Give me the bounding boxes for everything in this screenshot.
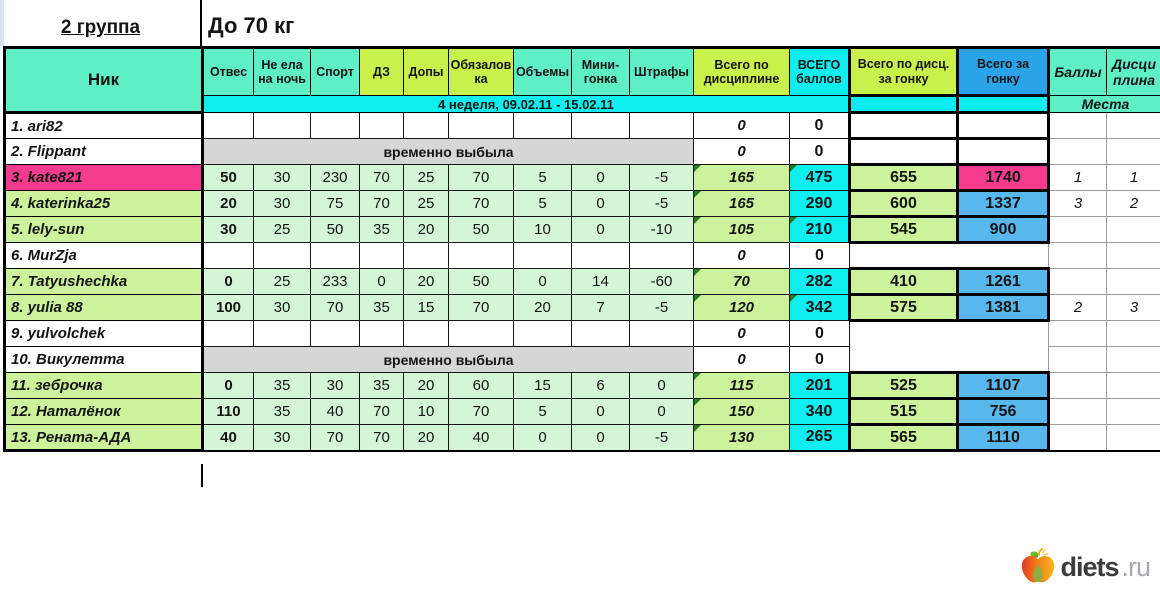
cell-total-discipline: 0	[694, 113, 790, 139]
cell-place-discipline	[1107, 113, 1160, 139]
cell-total-discipline: 130	[694, 425, 790, 451]
cell-obyemy: 0	[514, 425, 572, 451]
cell-total-discipline: 0	[694, 243, 790, 269]
cell-withdrawn: временно выбыла	[203, 347, 694, 373]
cell-otves: 110	[203, 399, 254, 425]
cell-place-points: 2	[1049, 295, 1107, 321]
cell-total-points: 0	[790, 139, 850, 165]
cell-shtrafy: -60	[630, 269, 694, 295]
cell-total-discipline: 0	[694, 321, 790, 347]
col-header-total-discipline: Всего по дисциплине	[694, 48, 790, 96]
cell-total-discipline: 115	[694, 373, 790, 399]
results-table	[3, 46, 1160, 452]
col-header-dz: ДЗ	[360, 48, 404, 96]
cell-obyazalovka: 70	[449, 399, 514, 425]
cell-sport: 75	[311, 191, 360, 217]
cell-total-points: 282	[790, 269, 850, 295]
cell-ne-ela-na-noch	[254, 113, 311, 139]
cell-obyemy	[514, 321, 572, 347]
cell-dz	[360, 113, 404, 139]
cell-obyazalovka: 70	[449, 191, 514, 217]
cell-nick: 8. yulia 88	[5, 295, 203, 321]
cell-obyemy: 5	[514, 191, 572, 217]
cell-mini-gonka: 0	[572, 165, 630, 191]
cell-obyazalovka: 50	[449, 217, 514, 243]
cell-nick: 13. Рената-АДА	[5, 425, 203, 451]
cell-nick: 11. зеброчка	[5, 373, 203, 399]
cell-place-points	[1049, 269, 1107, 295]
cell-dopy: 25	[404, 165, 449, 191]
comment-triangle-icon	[694, 295, 701, 302]
cell-otves: 30	[203, 217, 254, 243]
cell-dopy: 20	[404, 425, 449, 451]
cell-total-points: 265	[790, 425, 850, 451]
table-row	[5, 321, 1160, 347]
table-row	[5, 191, 1160, 217]
cell-mini-gonka: 0	[572, 425, 630, 451]
cell-dopy	[404, 113, 449, 139]
cell-place-points	[1049, 243, 1107, 269]
col-header-otves: Отвес	[203, 48, 254, 96]
table-row	[5, 269, 1160, 295]
race-discipline-subheader	[850, 96, 958, 113]
col-header-mini-gonka: Мини-гонка	[572, 48, 630, 96]
cell-mini-gonka	[572, 243, 630, 269]
cell-race-total: 1740	[958, 165, 1049, 191]
cell-total-points: 0	[790, 113, 850, 139]
cell-race-total	[958, 347, 1049, 373]
cell-shtrafy: 0	[630, 399, 694, 425]
cell-shtrafy	[630, 321, 694, 347]
cell-total-points: 340	[790, 399, 850, 425]
table-row	[5, 243, 1160, 269]
cell-obyazalovka: 70	[449, 165, 514, 191]
cell-race-total: 1261	[958, 269, 1049, 295]
cell-race-total: 1381	[958, 295, 1049, 321]
cell-total-discipline: 0	[694, 347, 790, 373]
cell-race-discipline	[850, 347, 958, 373]
cell-otves: 0	[203, 269, 254, 295]
cell-sport: 30	[311, 373, 360, 399]
cell-otves: 0	[203, 373, 254, 399]
cell-dz: 35	[360, 295, 404, 321]
cell-place-points	[1049, 425, 1107, 451]
cell-nick: 2. Flippant	[5, 139, 203, 165]
cell-obyazalovka	[449, 243, 514, 269]
cell-obyemy: 20	[514, 295, 572, 321]
cell-sport: 70	[311, 295, 360, 321]
cell-race-total: 1107	[958, 373, 1049, 399]
cell-nick: 6. MurZja	[5, 243, 203, 269]
cell-race-total: 1337	[958, 191, 1049, 217]
cell-ne-ela-na-noch: 25	[254, 269, 311, 295]
cell-mini-gonka: 14	[572, 269, 630, 295]
cell-obyazalovka	[449, 113, 514, 139]
cell-mini-gonka: 0	[572, 191, 630, 217]
cell-race-discipline: 410	[850, 269, 958, 295]
col-header-race-total: Всего за гонку	[958, 48, 1049, 96]
table-row	[5, 113, 1160, 139]
cell-dopy: 25	[404, 191, 449, 217]
cell-dz: 70	[360, 165, 404, 191]
cell-place-discipline	[1107, 425, 1160, 451]
table-row	[5, 399, 1160, 425]
cell-place-points	[1049, 373, 1107, 399]
cell-sport	[311, 243, 360, 269]
cell-sport: 233	[311, 269, 360, 295]
cell-dopy	[404, 243, 449, 269]
cell-ne-ela-na-noch	[254, 321, 311, 347]
col-header-sport: Спорт	[311, 48, 360, 96]
cell-place-discipline	[1107, 373, 1160, 399]
cell-place-discipline: 1	[1107, 165, 1160, 191]
cell-dz: 0	[360, 269, 404, 295]
cell-shtrafy: -5	[630, 295, 694, 321]
cell-dz: 70	[360, 425, 404, 451]
cell-place-points: 1	[1049, 165, 1107, 191]
cell-race-discipline	[850, 243, 958, 269]
comment-triangle-icon	[694, 373, 701, 380]
col-header-obyazalovka: Обязаловка	[449, 48, 514, 96]
cell-dz: 70	[360, 191, 404, 217]
cell-nick: 10. Викулетта	[5, 347, 203, 373]
cell-otves: 40	[203, 425, 254, 451]
table-row	[5, 217, 1160, 243]
cell-race-total	[958, 321, 1049, 347]
cell-race-total: 756	[958, 399, 1049, 425]
cell-obyemy: 0	[514, 269, 572, 295]
cell-place-discipline	[1107, 399, 1160, 425]
comment-triangle-icon	[694, 217, 701, 224]
cell-obyemy	[514, 243, 572, 269]
weight-class-title: До 70 кг	[208, 13, 295, 38]
cell-total-discipline: 105	[694, 217, 790, 243]
cell-obyemy: 5	[514, 399, 572, 425]
cell-race-total: 1110	[958, 425, 1049, 451]
cell-total-points: 0	[790, 321, 850, 347]
cell-obyemy: 10	[514, 217, 572, 243]
table-row	[5, 139, 1160, 165]
cell-mini-gonka: 0	[572, 399, 630, 425]
comment-triangle-icon	[790, 217, 797, 224]
cell-place-discipline	[1107, 243, 1160, 269]
cell-place-discipline	[1107, 217, 1160, 243]
table-body	[5, 113, 1160, 451]
cell-race-total: 900	[958, 217, 1049, 243]
cell-total-discipline: 165	[694, 165, 790, 191]
cell-race-discipline	[850, 139, 958, 165]
cell-total-points: 475	[790, 165, 850, 191]
comment-triangle-icon	[790, 295, 797, 302]
col-header-discipline-place: Дисциплина	[1107, 48, 1160, 96]
cell-sport: 70	[311, 425, 360, 451]
cell-dz: 35	[360, 217, 404, 243]
cell-place-discipline	[1107, 347, 1160, 373]
cell-dz	[360, 243, 404, 269]
header-row	[5, 48, 1160, 96]
cell-dopy: 20	[404, 373, 449, 399]
race-total-subheader	[958, 96, 1049, 113]
cell-mini-gonka: 6	[572, 373, 630, 399]
cell-place-points	[1049, 139, 1107, 165]
cell-dz: 70	[360, 399, 404, 425]
cell-obyemy	[514, 113, 572, 139]
comment-triangle-icon	[694, 191, 701, 198]
col-header-race-discipline: Всего по дисц. за гонку	[850, 48, 958, 96]
cell-ne-ela-na-noch: 30	[254, 191, 311, 217]
cell-nick: 7. Tatyushechka	[5, 269, 203, 295]
table-row	[5, 347, 1160, 373]
cell-race-discipline	[850, 321, 958, 347]
group-title: 2 группа	[60, 17, 141, 38]
comment-triangle-icon	[790, 165, 797, 172]
cell-total-points: 201	[790, 373, 850, 399]
col-header-shtrafy: Штрафы	[630, 48, 694, 96]
col-header-obyemy: Объемы	[514, 48, 572, 96]
cell-race-total	[958, 113, 1049, 139]
diets-ru-logo[interactable]	[1019, 548, 1150, 586]
cell-ne-ela-na-noch: 25	[254, 217, 311, 243]
cell-obyemy: 5	[514, 165, 572, 191]
cell-shtrafy: -5	[630, 425, 694, 451]
cell-sport: 50	[311, 217, 360, 243]
col-header-total-points: ВСЕГО баллов	[790, 48, 850, 96]
col-header-points-place: Баллы	[1049, 48, 1107, 96]
cell-race-discipline: 545	[850, 217, 958, 243]
cell-otves: 50	[203, 165, 254, 191]
cell-ne-ela-na-noch: 35	[254, 399, 311, 425]
cell-obyazalovka: 60	[449, 373, 514, 399]
comment-triangle-icon	[694, 269, 701, 276]
cell-total-points: 342	[790, 295, 850, 321]
cell-withdrawn: временно выбыла	[203, 139, 694, 165]
cell-mini-gonka: 0	[572, 217, 630, 243]
cell-ne-ela-na-noch: 30	[254, 295, 311, 321]
cell-race-discipline	[850, 113, 958, 139]
cell-obyemy: 15	[514, 373, 572, 399]
cell-dz: 35	[360, 373, 404, 399]
cell-shtrafy	[630, 113, 694, 139]
cell-dopy: 20	[404, 217, 449, 243]
apple-icon	[1019, 548, 1057, 586]
cell-total-discipline: 0	[694, 139, 790, 165]
cell-otves	[203, 321, 254, 347]
cell-race-discipline: 575	[850, 295, 958, 321]
cell-race-total	[958, 139, 1049, 165]
places-label: Места	[1049, 96, 1160, 113]
col-header-ne-ela-na-noch: Не ела на ночь	[254, 48, 311, 96]
cell-race-discipline: 655	[850, 165, 958, 191]
cell-shtrafy: -5	[630, 191, 694, 217]
cell-nick: 4. katerinka25	[5, 191, 203, 217]
cell-sport	[311, 113, 360, 139]
cell-total-discipline: 120	[694, 295, 790, 321]
cell-nick: 9. yulvolchek	[5, 321, 203, 347]
cell-ne-ela-na-noch: 30	[254, 425, 311, 451]
cell-place-discipline: 2	[1107, 191, 1160, 217]
cell-nick: 5. lely-sun	[5, 217, 203, 243]
cell-place-points	[1049, 321, 1107, 347]
cell-nick: 12. Наталёнок	[5, 399, 203, 425]
cell-race-discipline: 525	[850, 373, 958, 399]
cell-dopy	[404, 321, 449, 347]
cell-total-discipline: 150	[694, 399, 790, 425]
cell-place-points	[1049, 113, 1107, 139]
cell-total-discipline: 70	[694, 269, 790, 295]
cell-mini-gonka	[572, 113, 630, 139]
cell-nick: 1. ari82	[5, 113, 203, 139]
cell-otves	[203, 113, 254, 139]
cell-race-discipline: 565	[850, 425, 958, 451]
cell-place-discipline	[1107, 269, 1160, 295]
week-banner: 4 неделя, 09.02.11 - 15.02.11	[203, 96, 850, 113]
cell-total-points: 0	[790, 347, 850, 373]
cell-dopy: 10	[404, 399, 449, 425]
cell-obyazalovka: 40	[449, 425, 514, 451]
cell-place-points	[1049, 399, 1107, 425]
cell-nick: 3. kate821	[5, 165, 203, 191]
table-row	[5, 425, 1160, 451]
cell-obyazalovka: 70	[449, 295, 514, 321]
cell-otves: 20	[203, 191, 254, 217]
cell-shtrafy: -5	[630, 165, 694, 191]
cell-total-points: 0	[790, 243, 850, 269]
cell-race-discipline: 515	[850, 399, 958, 425]
cell-otves	[203, 243, 254, 269]
cell-mini-gonka	[572, 321, 630, 347]
cell-total-discipline: 165	[694, 191, 790, 217]
cell-shtrafy: -10	[630, 217, 694, 243]
cell-dz	[360, 321, 404, 347]
cell-mini-gonka: 7	[572, 295, 630, 321]
cell-shtrafy: 0	[630, 373, 694, 399]
cell-place-points	[1049, 217, 1107, 243]
cell-sport: 230	[311, 165, 360, 191]
cell-obyazalovka	[449, 321, 514, 347]
watermark-text-suffix: .ru	[1121, 551, 1150, 582]
cell-place-discipline	[1107, 321, 1160, 347]
cell-total-points: 210	[790, 217, 850, 243]
cell-ne-ela-na-noch	[254, 243, 311, 269]
cell-dopy: 15	[404, 295, 449, 321]
table-row	[5, 165, 1160, 191]
cell-sport	[311, 321, 360, 347]
comment-triangle-icon	[694, 399, 701, 406]
cell-place-points: 3	[1049, 191, 1107, 217]
cell-place-discipline	[1107, 139, 1160, 165]
col-header-dopy: Допы	[404, 48, 449, 96]
table-row	[5, 373, 1160, 399]
cell-total-points: 290	[790, 191, 850, 217]
cell-ne-ela-na-noch: 35	[254, 373, 311, 399]
cell-otves: 100	[203, 295, 254, 321]
column-divider-line-bottom	[201, 464, 203, 487]
cell-race-total	[958, 243, 1049, 269]
watermark-text-main: diets	[1060, 551, 1119, 582]
cell-race-discipline: 600	[850, 191, 958, 217]
comment-triangle-icon	[694, 425, 701, 432]
col-header-nick: Ник	[5, 48, 203, 113]
table-row	[5, 295, 1160, 321]
cell-place-discipline: 3	[1107, 295, 1160, 321]
cell-place-points	[1049, 347, 1107, 373]
cell-shtrafy	[630, 243, 694, 269]
cell-dopy: 20	[404, 269, 449, 295]
cell-sport: 40	[311, 399, 360, 425]
cell-obyazalovka: 50	[449, 269, 514, 295]
comment-triangle-icon	[694, 165, 701, 172]
cell-ne-ela-na-noch: 30	[254, 165, 311, 191]
